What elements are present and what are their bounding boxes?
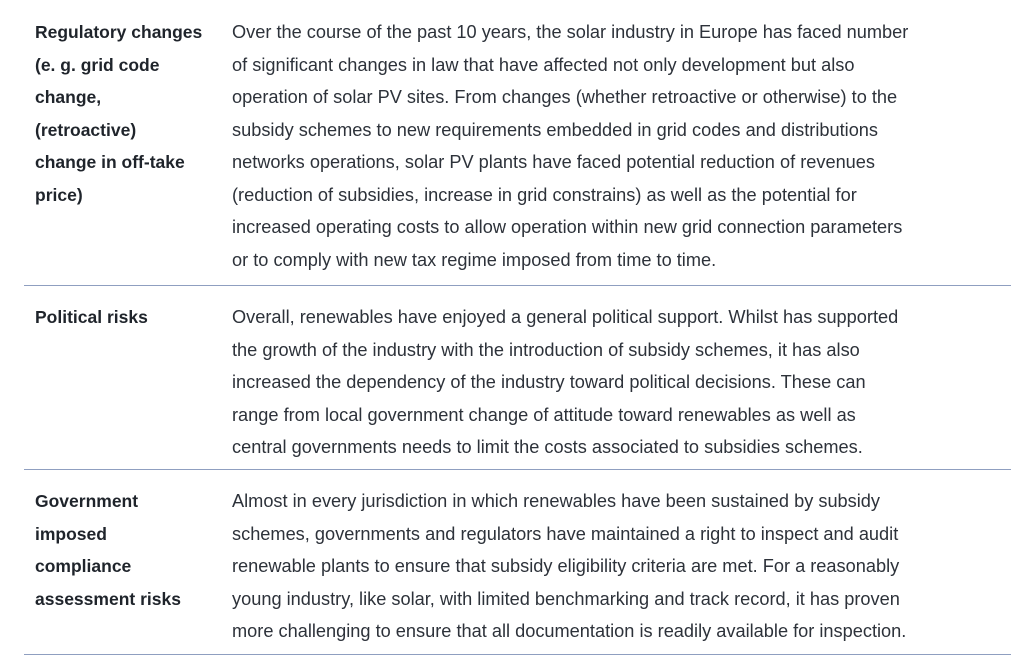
description-line: increased operating costs to allow operation within new grid connection parameters bbox=[232, 217, 903, 237]
description-line: Almost in every jurisdiction in which renewables have been sustained by subsidy bbox=[232, 491, 881, 511]
row-label-line: compliance bbox=[35, 556, 132, 576]
row-label-line: change in off-take bbox=[35, 152, 185, 172]
description-line: of significant changes in law that have affected not only development but also bbox=[232, 54, 855, 75]
description-line: young industry, like solar, with limited benchmarking and track record, it has proven bbox=[232, 588, 900, 609]
description-line: subsidy schemes to new requirements embedded in grid codes and distributions bbox=[232, 119, 879, 140]
row-label-line: Regulatory changes bbox=[35, 22, 203, 42]
description-line: operation of solar PV sites. From changes (whether retroactive or otherwise) to the bbox=[232, 87, 898, 107]
description-line: or to comply with new tax regime imposed from time to time. bbox=[232, 249, 717, 270]
description-line: networks operations, solar PV plants have faced potential reduction of revenues bbox=[232, 152, 876, 172]
row-label-line: (retroactive) bbox=[35, 119, 137, 140]
row-label-line: imposed bbox=[35, 523, 107, 544]
risk-table bbox=[24, 0, 1011, 655]
table-row-regulatory-changes bbox=[24, 0, 1011, 286]
row-label-line: (e. g. grid code bbox=[35, 54, 160, 75]
row-label bbox=[24, 301, 232, 469]
row-description bbox=[232, 301, 1002, 469]
row-label-line: assessment risks bbox=[35, 588, 181, 609]
row-description bbox=[232, 485, 1002, 654]
table-row-political-risks bbox=[24, 286, 1011, 470]
description-line: schemes, governments and regulators have maintained a right to inspect and audit bbox=[232, 523, 899, 544]
row-label bbox=[24, 16, 232, 285]
description-line: Over the course of the past 10 years, the solar industry in Europe has faced number bbox=[232, 22, 909, 42]
description-line: increased the dependency of the industry toward political decisions. These can bbox=[232, 372, 866, 392]
row-label-line: change, bbox=[35, 87, 102, 107]
row-label-line: Political risks bbox=[35, 307, 148, 327]
description-line: central governments needs to limit the costs associated to subsidies schemes. bbox=[232, 437, 863, 457]
row-label-line: Government bbox=[35, 491, 139, 511]
row-label bbox=[24, 485, 232, 654]
table-row-compliance-assessment bbox=[24, 470, 1011, 655]
description-line: more challenging to ensure that all documentation is readily available for inspection. bbox=[232, 621, 907, 641]
description-line: (reduction of subsidies, increase in grid constrains) as well as the potential for bbox=[232, 184, 857, 205]
row-label-line: price) bbox=[35, 184, 83, 205]
description-line: renewable plants to ensure that subsidy eligibility criteria are met. For a reasonably bbox=[232, 556, 900, 576]
description-line: range from local government change of attitude toward renewables as well as bbox=[232, 404, 856, 425]
description-line: Overall, renewables have enjoyed a general political support. Whilst has supported bbox=[232, 307, 899, 327]
row-description bbox=[232, 16, 1002, 285]
description-line: the growth of the industry with the introduction of subsidy schemes, it has also bbox=[232, 339, 860, 360]
